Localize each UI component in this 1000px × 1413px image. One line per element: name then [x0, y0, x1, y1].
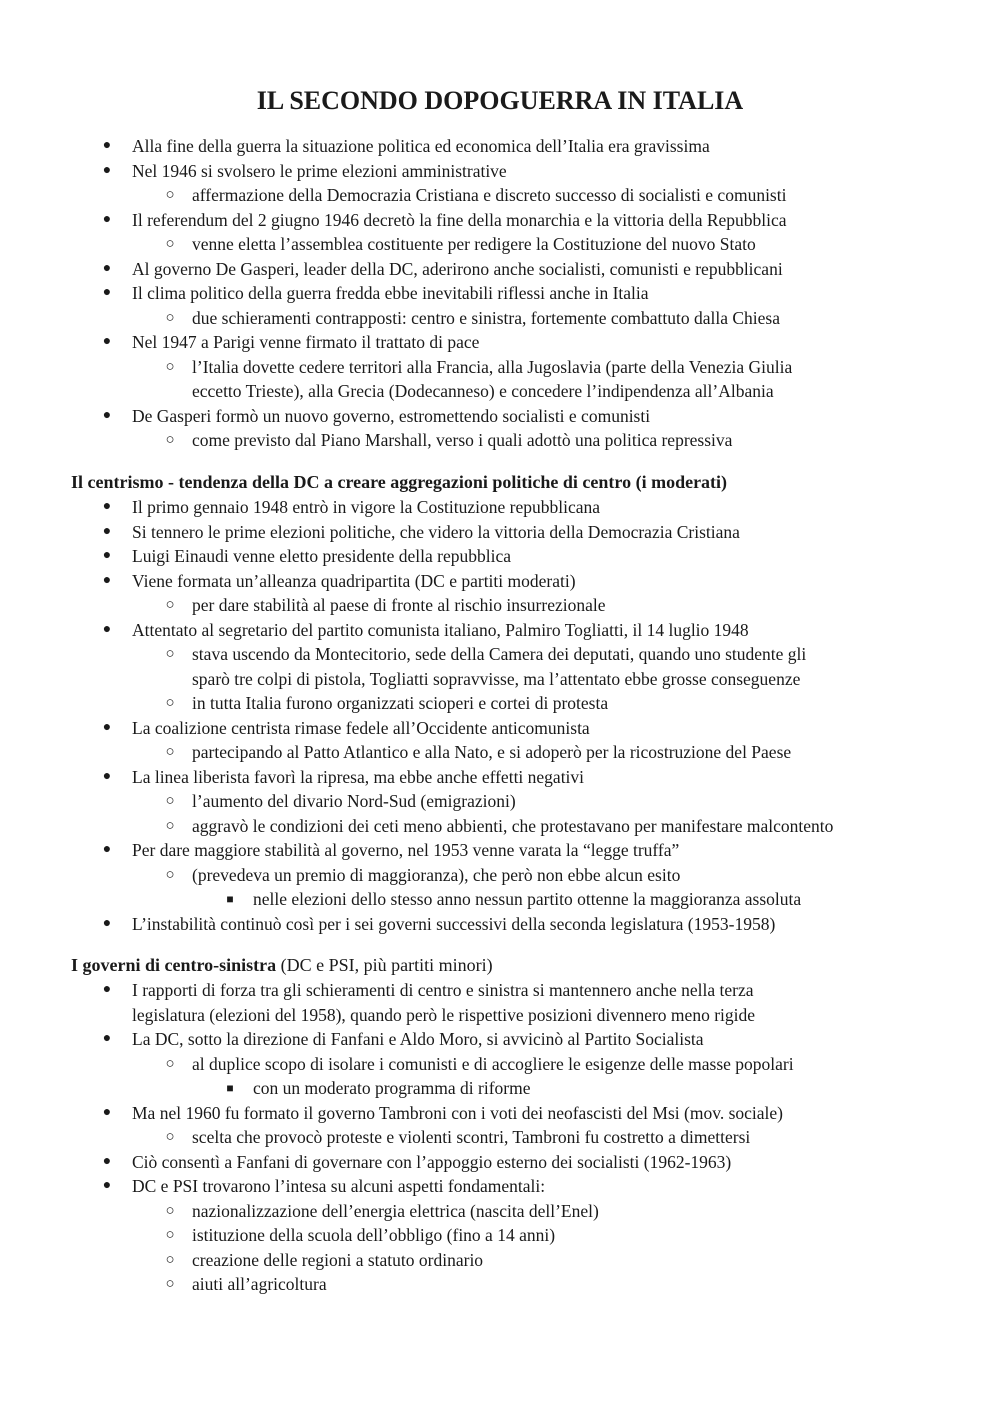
sub-list-item-continuation: eccetto Trieste), alla Grecia (Dodecanneso) e concedere l’indipendenza all’Albania [192, 381, 774, 401]
bullet-icon: ● [102, 334, 112, 349]
hollow-bullet-icon: ○ [165, 187, 175, 203]
bullet-icon: ● [102, 523, 112, 539]
list-item: ● Ciò consentì a Fanfani di governare con l’appoggio esterno dei socialisti (1962-1963) [0, 1150, 1000, 1175]
section-heading-centrismo: Il centrismo - tendenza della DC a creare aggregazioni politiche di centro (i moderati) [71, 472, 728, 492]
sub-list-item: ○ stava uscendo da Montecitorio, sede della Camera dei deputati, quando uno studente gli [0, 642, 1000, 667]
sub-list-item: ○ l’Italia dovette cedere territori alla Francia, alla Jugoslavia (parte della Venezia Giulia [0, 355, 1000, 380]
sub-sub-list-item: ■ con un moderato programma di riforme [0, 1076, 1000, 1101]
sub-list-item: ○ due schieramenti contrapposti: centro e sinistra, fortemente combattuto dalla Chiesa [0, 306, 1000, 331]
sub-list-item: ○ per dare stabilità al paese di fronte al rischio insurrezionale [0, 593, 1000, 618]
hollow-bullet-icon: ○ [165, 1055, 175, 1072]
sub-list-item: ○ l’aumento del divario Nord-Sud (emigrazioni) [0, 789, 1000, 814]
sub-list-item: ○ istituzione della scuola dell’obbligo (fino a 14 anni) [0, 1223, 1000, 1248]
bullet-icon: ● [102, 499, 112, 514]
bullet-icon: ● [102, 982, 112, 997]
sub-list-item: ○ come previsto dal Piano Marshall, verso i quali adottò una politica repressiva [0, 428, 1000, 453]
square-bullet-icon: ■ [226, 892, 234, 906]
hollow-bullet-icon: ○ [165, 432, 175, 448]
sub-list-item-continuation: sparò tre colpi di pistola, Togliatti sopravvisse, ma l’attentato ebbe grosse conseguenze [192, 668, 801, 689]
bullet-icon: ● [102, 1153, 112, 1169]
sub-list-item: ○ aiuti all’agricoltura [0, 1272, 1000, 1297]
sub-list-item: ○ affermazione della Democrazia Cristiana e discreto successo di socialisti e comunisti [0, 183, 1000, 208]
section-3-list [0, 978, 1000, 1297]
list-item: ● Al governo De Gasperi, leader della DC, aderirono anche socialisti, comunisti e repubblicani [0, 257, 1000, 282]
list-item: ● Nel 1947 a Parigi venne firmato il trattato di pace [0, 330, 1000, 355]
list-item: ● Ma nel 1960 fu formato il governo Tambroni con i voti dei neofascisti del Msi (mov. sociale) [0, 1101, 1000, 1126]
sub-list-item: ○ venne eletta l’assemblea costituente per redigere la Costituzione del nuovo Stato [0, 232, 1000, 257]
bullet-icon: ● [102, 548, 112, 563]
list-item-continuation: legislatura (elezioni del 1958), quando però le rispettive posizioni divennero meno rigide [132, 1004, 756, 1025]
list-item: ● Viene formata un’alleanza quadripartita (DC e partiti moderati) [0, 569, 1000, 594]
hollow-bullet-icon: ○ [165, 695, 175, 711]
bullet-icon: ● [102, 572, 112, 588]
list-item: ● L’instabilità continuò così per i sei governi successivi della seconda legislatura (1953-1958) [0, 912, 1000, 937]
bullet-icon: ● [102, 842, 112, 857]
hollow-bullet-icon: ○ [165, 866, 175, 883]
list-item: ● DC e PSI trovarono l’intesa su alcuni aspetti fondamentali: [0, 1174, 1000, 1199]
bullet-icon: ● [102, 162, 112, 178]
hollow-bullet-icon: ○ [165, 597, 175, 613]
list-item: ● La DC, sotto la direzione di Fanfani e Aldo Moro, si avvicinò al Partito Socialista [0, 1027, 1000, 1052]
bullet-icon: ● [102, 211, 112, 227]
list-item: ● La linea liberista favorì la ripresa, ma ebbe anche effetti negativi [0, 765, 1000, 790]
hollow-bullet-icon: ○ [165, 1227, 175, 1243]
bullet-icon: ● [102, 407, 112, 423]
hollow-bullet-icon: ○ [165, 358, 175, 375]
square-bullet-icon: ■ [226, 1081, 234, 1095]
list-item: ● Nel 1946 si svolsero le prime elezioni amministrative [0, 159, 1000, 184]
sub-list-item: ○ (prevedeva un premio di maggioranza), che però non ebbe alcun esito [0, 863, 1000, 888]
bullet-icon: ● [102, 260, 112, 276]
list-item: ● La coalizione centrista rimase fedele all’Occidente anticomunista [0, 716, 1000, 741]
bullet-icon: ● [102, 1104, 112, 1120]
sub-sub-list-item: ■ nelle elezioni dello stesso anno nessun partito ottenne la maggioranza assoluta [0, 887, 1000, 912]
bullet-icon: ● [102, 719, 112, 735]
bullet-icon: ● [102, 768, 112, 784]
sub-list-item: ○ in tutta Italia furono organizzati scioperi e cortei di protesta [0, 691, 1000, 716]
sub-list-item: ○ al duplice scopo di isolare i comunisti e di accogliere le esigenze delle masse popolari [0, 1052, 1000, 1077]
hollow-bullet-icon: ○ [165, 1202, 175, 1219]
hollow-bullet-icon: ○ [165, 646, 175, 662]
hollow-bullet-icon: ○ [165, 309, 175, 326]
list-item: ● Si tennero le prime elezioni politiche, che videro la vittoria della Democrazia Cristiana [0, 520, 1000, 545]
list-item: ● Luigi Einaudi venne eletto presidente della repubblica [0, 544, 1000, 569]
list-item: ● Il referendum del 2 giugno 1946 decretò la fine della monarchia e la vittoria della Repubblica [0, 208, 1000, 233]
hollow-bullet-icon: ○ [165, 793, 175, 809]
section-2-list [0, 495, 1000, 936]
sub-list-item: ○ nazionalizzazione dell’energia elettrica (nascita dell’Enel) [0, 1199, 1000, 1224]
hollow-bullet-icon: ○ [165, 1276, 175, 1292]
section-1-list [0, 134, 1000, 453]
list-item: ● Il clima politico della guerra fredda ebbe inevitabili riflessi anche in Italia [0, 281, 1000, 306]
bullet-icon: ● [102, 1031, 112, 1046]
bullet-icon: ● [102, 138, 112, 153]
sub-list-item: ○ aggravò le condizioni dei ceti meno abbienti, che protestavano per manifestare malcontento [0, 814, 1000, 839]
sub-list-item: ○ partecipando al Patto Atlantico e alla Nato, e si adoperò per la ricostruzione del Paese [0, 740, 1000, 765]
section-heading-centro-sinistra: I governi di centro-sinistra (DC e PSI, più partiti minori) [71, 955, 493, 975]
hollow-bullet-icon: ○ [165, 1129, 175, 1145]
page-title: IL SECONDO DOPOGUERRA IN ITALIA [256, 86, 744, 115]
hollow-bullet-icon: ○ [165, 817, 175, 834]
hollow-bullet-icon: ○ [165, 744, 175, 760]
bullet-icon: ● [102, 915, 112, 931]
hollow-bullet-icon: ○ [165, 1251, 175, 1268]
bullet-icon: ● [102, 1178, 112, 1193]
list-item: ● Il primo gennaio 1948 entrò in vigore la Costituzione repubblicana [0, 495, 1000, 520]
list-item: ● De Gasperi formò un nuovo governo, estromettendo socialisti e comunisti [0, 404, 1000, 429]
list-item: ● Attentato al segretario del partito comunista italiano, Palmiro Togliatti, il 14 luglio 1948 [0, 618, 1000, 643]
list-item: ● I rapporti di forza tra gli schieramenti di centro e sinistra si mantennero anche nella terza [0, 978, 1000, 1003]
bullet-icon: ● [102, 621, 112, 637]
sub-list-item: ○ scelta che provocò proteste e violenti scontri, Tambroni fu costretto a dimettersi [0, 1125, 1000, 1150]
hollow-bullet-icon: ○ [165, 236, 175, 252]
sub-list-item: ○ creazione delle regioni a statuto ordinario [0, 1248, 1000, 1273]
bullet-icon: ● [102, 285, 112, 300]
list-item: ● Alla fine della guerra la situazione politica ed economica dell’Italia era gravissima [0, 134, 1000, 159]
list-item: ● Per dare maggiore stabilità al governo, nel 1953 venne varata la “legge truffa” [0, 838, 1000, 863]
